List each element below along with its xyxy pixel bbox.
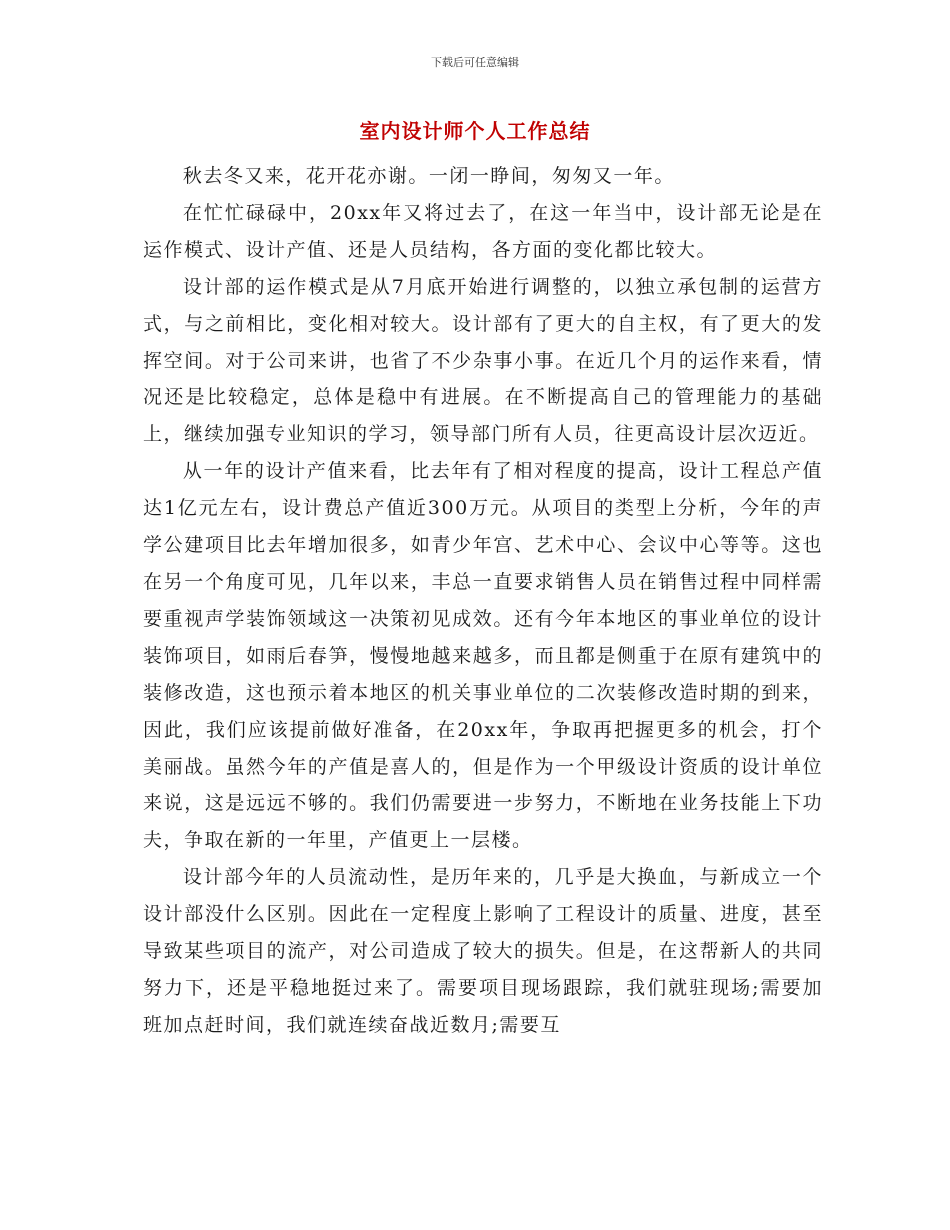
paragraph: 设计部今年的人员流动性，是历年来的，几乎是大换血，与新成立一个设计部没什么区别。因此在一定程度上影响了工程设计的质量、进度，甚至导致某些项目的流产，对公司造成了较大的损失。但是，在这帮新人的共同努力下，还是平稳地挺过来了。需要项目现场跟踪，我们就驻现场;需要加班加点赶时间，我们就连续奋战近数月;需要互: [143, 866, 823, 1036]
paragraph: 在忙忙碌碌中，20xx年又将过去了，在这一年当中，设计部无论是在运作模式、设计产值、还是人员结构，各方面的变化都比较大。: [143, 201, 823, 261]
document-title: 室内设计师个人工作总结: [359, 119, 591, 143]
paragraph: 秋去冬又来，花开花亦谢。一闭一睁间，匆匆又一年。: [182, 165, 675, 187]
header-note: 下载后可任意编辑: [431, 56, 519, 69]
paragraph: 从一年的设计产值来看，比去年有了相对程度的提高，设计工程总产值达1亿元左右，设计费总产值近300万元。从项目的类型上分析，今年的声学公建项目比去年增加很多，如青少年宫、艺术中心、会议中心等等。这也在另一个角度可见，几年以来，丰总一直要求销售人员在销售过程中同样需要重视声学装饰领域这一决策初见成效。还有今年本地区的事业单位的设计装饰项目，如雨后春笋，慢慢地越来越多，而且都是侧重于在原有建筑中的装修改造，这也预示着本地区的机关事业单位的二次装修改造时期的到来，因此，我们应该提前做好准备，在20xx年，争取再把握更多的机会，打个美丽战。虽然今年的产值是喜人的，但是作为一个甲级设计资质的设计单位来说，这是远远不够的。我们仍需要进一步努力，不断地在业务技能上下功夫，争取在新的一年里，产值更上一层楼。: [143, 460, 823, 852]
paragraph: 设计部的运作模式是从7月底开始进行调整的，以独立承包制的运营方式，与之前相比，变化相对较大。设计部有了更大的自主权，有了更大的发挥空间。对于公司来讲，也省了不少杂事小事。在近几个月的运作来看，情况还是比较稳定，总体是稳中有进展。在不断提高自己的管理能力的基础上，继续加强专业知识的学习，领导部门所有人员，往更高设计层次迈近。: [143, 275, 823, 446]
document-body: [143, 158, 823, 1044]
